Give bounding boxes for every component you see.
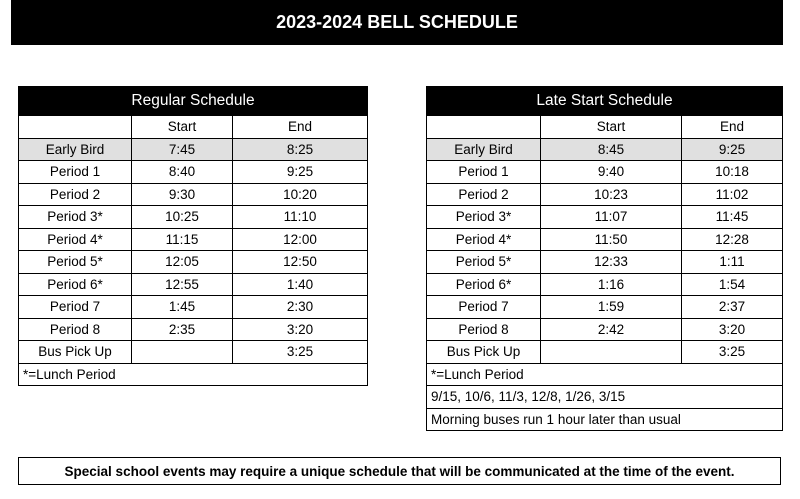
table-row <box>427 296 783 319</box>
end-time: 12:00 <box>233 228 368 251</box>
table-row <box>19 206 368 229</box>
table-row <box>19 318 368 341</box>
bus-note: Morning buses run 1 hour later than usual <box>427 408 783 431</box>
end-time: 11:45 <box>682 206 783 229</box>
table-row <box>427 318 783 341</box>
table-row <box>427 206 783 229</box>
table-row <box>427 341 783 364</box>
start-time: 8:40 <box>132 161 233 184</box>
note-row <box>19 363 368 386</box>
end-time: 3:25 <box>682 341 783 364</box>
period-name: Period 3* <box>19 206 132 229</box>
end-time: 3:25 <box>233 341 368 364</box>
note-row <box>427 363 783 386</box>
column-header-start: Start <box>541 116 682 139</box>
regular-schedule-table <box>18 86 368 386</box>
column-header-end: End <box>682 116 783 139</box>
start-time: 8:45 <box>541 138 682 161</box>
period-name: Period 8 <box>19 318 132 341</box>
table-row <box>19 183 368 206</box>
lunch-period-note: *=Lunch Period <box>19 363 368 386</box>
start-time: 12:05 <box>132 251 233 274</box>
table-row <box>19 341 368 364</box>
start-time <box>541 341 682 364</box>
end-time: 11:02 <box>682 183 783 206</box>
table-header-row <box>427 116 783 139</box>
column-header-start: Start <box>132 116 233 139</box>
period-name: Period 2 <box>427 183 541 206</box>
table-row <box>19 161 368 184</box>
start-time: 1:59 <box>541 296 682 319</box>
start-time: 12:33 <box>541 251 682 274</box>
period-name: Period 7 <box>427 296 541 319</box>
note-row <box>427 386 783 409</box>
table-row <box>427 273 783 296</box>
start-time: 10:23 <box>541 183 682 206</box>
period-name: Period 4* <box>427 228 541 251</box>
column-header-period <box>427 116 541 139</box>
period-name: Period 7 <box>19 296 132 319</box>
period-name: Period 1 <box>427 161 541 184</box>
end-time: 1:11 <box>682 251 783 274</box>
start-time: 7:45 <box>132 138 233 161</box>
end-time: 2:37 <box>682 296 783 319</box>
period-name: Bus Pick Up <box>19 341 132 364</box>
end-time: 10:18 <box>682 161 783 184</box>
start-time <box>132 341 233 364</box>
table-row <box>427 138 783 161</box>
end-time: 9:25 <box>233 161 368 184</box>
lunch-period-note: *=Lunch Period <box>427 363 783 386</box>
end-time: 3:20 <box>682 318 783 341</box>
period-name: Period 4* <box>19 228 132 251</box>
period-name: Early Bird <box>19 138 132 161</box>
table-row <box>19 228 368 251</box>
special-events-notice <box>18 457 781 485</box>
end-time: 9:25 <box>682 138 783 161</box>
table-row <box>427 161 783 184</box>
late-start-dates-note: 9/15, 10/6, 11/3, 12/8, 1/26, 3/15 <box>427 386 783 409</box>
end-time: 12:50 <box>233 251 368 274</box>
start-time: 1:45 <box>132 296 233 319</box>
page-title-banner <box>11 0 783 45</box>
start-time: 11:07 <box>541 206 682 229</box>
start-time: 9:30 <box>132 183 233 206</box>
start-time: 11:50 <box>541 228 682 251</box>
period-name: Early Bird <box>427 138 541 161</box>
end-time: 10:20 <box>233 183 368 206</box>
period-name: Period 3* <box>427 206 541 229</box>
period-name: Period 6* <box>19 273 132 296</box>
period-name: Period 5* <box>427 251 541 274</box>
end-time: 3:20 <box>233 318 368 341</box>
late-start-schedule-title: Late Start Schedule <box>427 87 783 116</box>
start-time: 11:15 <box>132 228 233 251</box>
period-name: Period 1 <box>19 161 132 184</box>
table-row <box>19 273 368 296</box>
start-time: 9:40 <box>541 161 682 184</box>
period-name: Period 6* <box>427 273 541 296</box>
end-time: 11:10 <box>233 206 368 229</box>
table-row <box>427 183 783 206</box>
table-row <box>427 228 783 251</box>
end-time: 1:54 <box>682 273 783 296</box>
period-name: Period 5* <box>19 251 132 274</box>
table-row <box>19 296 368 319</box>
column-header-end: End <box>233 116 368 139</box>
regular-schedule-title: Regular Schedule <box>19 87 368 116</box>
note-row <box>427 408 783 431</box>
start-time: 10:25 <box>132 206 233 229</box>
period-name: Period 8 <box>427 318 541 341</box>
start-time: 1:16 <box>541 273 682 296</box>
end-time: 2:30 <box>233 296 368 319</box>
table-row <box>427 251 783 274</box>
page-title: 2023-2024 BELL SCHEDULE <box>276 12 518 32</box>
end-time: 12:28 <box>682 228 783 251</box>
late-start-schedule-table <box>426 86 783 431</box>
start-time: 12:55 <box>132 273 233 296</box>
period-name: Bus Pick Up <box>427 341 541 364</box>
special-events-text: Special school events may require a unique schedule that will be communicated at the time of the event. <box>64 463 735 479</box>
start-time: 2:35 <box>132 318 233 341</box>
table-header-row <box>19 116 368 139</box>
period-name: Period 2 <box>19 183 132 206</box>
end-time: 1:40 <box>233 273 368 296</box>
table-row <box>19 251 368 274</box>
end-time: 8:25 <box>233 138 368 161</box>
column-header-period <box>19 116 132 139</box>
start-time: 2:42 <box>541 318 682 341</box>
table-row <box>19 138 368 161</box>
